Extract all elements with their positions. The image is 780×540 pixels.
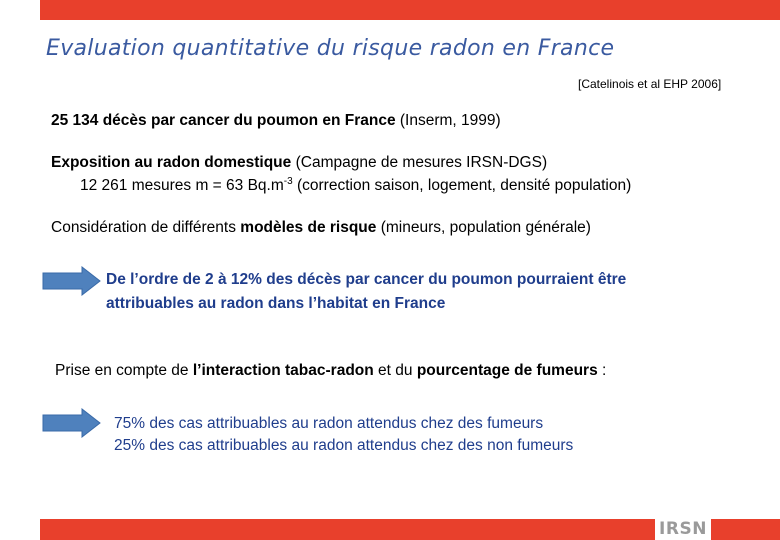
cancer-deaths-source: (Inserm, 1999): [395, 112, 501, 129]
irsn-logo: [655, 518, 711, 540]
measures-line: [80, 176, 631, 195]
right-arrow-icon: [42, 266, 102, 296]
top-accent-bar: [40, 0, 780, 20]
slide-title: Evaluation quantitative du risque radon en France: [46, 36, 615, 61]
measures-exponent: -3: [283, 176, 293, 187]
measures-text: 12 261 mesures m = 63 Bq.m: [80, 177, 284, 195]
smokers-share-line: 75% des cas attribuables au radon attendus chez des fumeurs: [114, 415, 544, 432]
conclusion-deaths-line1: De l’ordre de 2 à 12% des décès par cancer du poumon pourraient être: [106, 271, 627, 288]
interaction-post: :: [597, 362, 607, 379]
interaction-bold: l’interaction tabac-radon: [192, 362, 374, 379]
exposure-source: (Campagne de mesures IRSN-DGS): [291, 154, 548, 171]
smokers-bold: pourcentage de fumeurs: [416, 362, 598, 379]
risk-models-post: (mineurs, population générale): [376, 219, 591, 236]
reference-citation: [Catelinois et al EHP 2006]: [578, 77, 722, 91]
risk-models-bold: modèles de risque: [240, 219, 377, 236]
interaction-mid: et du: [373, 362, 417, 379]
exposure-bold: Exposition au radon domestique: [51, 154, 292, 171]
interaction-pre: Prise en compte de: [55, 362, 193, 379]
interaction-line: [55, 362, 606, 380]
risk-models-line: [51, 219, 591, 237]
non-smokers-share-line: 25% des cas attribuables au radon attendus chez des non fumeurs: [114, 437, 574, 454]
conclusion-deaths-line2: attribuables au radon dans l’habitat en France: [106, 295, 446, 312]
cancer-deaths-bold: 25 134 décès par cancer du poumon en France: [51, 112, 396, 129]
right-arrow-icon: [42, 408, 102, 438]
cancer-deaths-line: [51, 112, 501, 130]
irsn-logo-text: IRSN: [659, 519, 707, 539]
risk-models-pre: Considération de différents: [51, 219, 241, 236]
measures-correction: (correction saison, logement, densité population): [292, 177, 632, 195]
exposure-line: [51, 154, 547, 172]
